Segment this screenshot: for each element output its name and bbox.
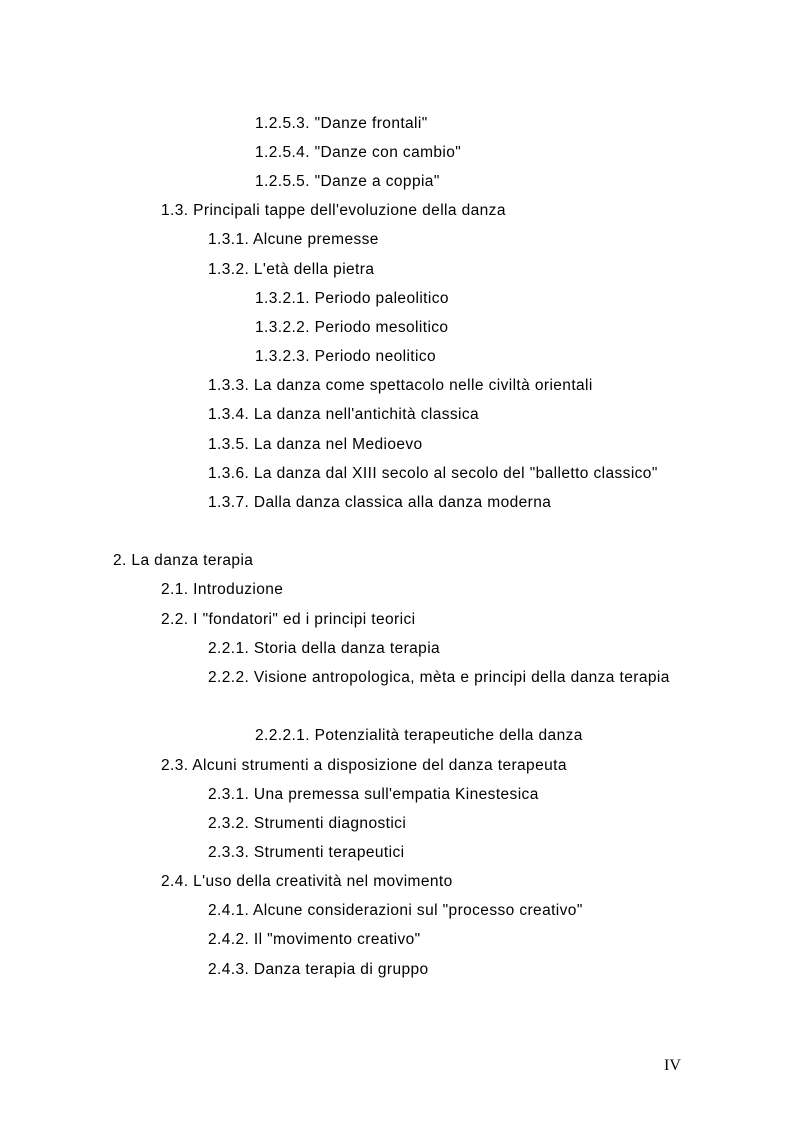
toc-entry: 1.3.2.2. Periodo mesolitico [255,319,449,336]
toc-entry: 1.3.2.1. Periodo paleolitico [255,290,449,307]
toc-entry: 1.3.1. Alcune premesse [208,231,379,248]
toc-entry: 1.3.7. Dalla danza classica alla danza moderna [208,494,552,511]
toc-entry: 2. La danza terapia [113,552,254,569]
toc-entry: 1.2.5.3. "Danze frontali" [255,115,428,132]
toc-entry: 2.2. I "fondatori" ed i principi teorici [161,611,416,628]
toc-entry: 2.4. L'uso della creatività nel movimento [161,873,453,890]
toc-entry: 1.2.5.4. "Danze con cambio" [255,144,462,161]
toc-entry: 1.3.2. L'età della pietra [208,261,375,278]
toc-entry: 1.3.5. La danza nel Medioevo [208,436,423,453]
toc-entry: 2.3.1. Una premessa sull'empatia Kinestesica [208,786,539,803]
toc-entry: 2.3. Alcuni strumenti a disposizione del danza terapeuta [161,757,567,774]
toc-entry: 2.2.2.1. Potenzialità terapeutiche della danza [255,727,583,744]
toc-entry: 1.3.2.3. Periodo neolitico [255,348,437,365]
toc-entry: 1.3.4. La danza nell'antichità classica [208,406,480,423]
toc-entry: 1.3.6. La danza dal XIII secolo al secolo del "balletto classico" [208,465,658,482]
toc-entry: 2.4.2. Il "movimento creativo" [208,931,421,948]
toc-entry: 2.3.3. Strumenti terapeutici [208,844,405,861]
toc-entry: 2.1. Introduzione [161,581,284,598]
toc-entry: 2.4.3. Danza terapia di gruppo [208,961,429,978]
toc-entry: 2.4.1. Alcune considerazioni sul "processo creativo" [208,902,583,919]
toc-entry: 2.3.2. Strumenti diagnostici [208,815,407,832]
toc-entry: 1.3. Principali tappe dell'evoluzione della danza [161,202,506,219]
page-number: IV [664,1057,681,1074]
toc-entry: 1.2.5.5. "Danze a coppia" [255,173,440,190]
toc-entry: 2.2.1. Storia della danza terapia [208,640,441,657]
toc-entry: 1.3.3. La danza come spettacolo nelle civiltà orientali [208,377,593,394]
toc-entry: 2.2.2. Visione antropologica, mèta e principi della danza terapia [208,669,670,686]
